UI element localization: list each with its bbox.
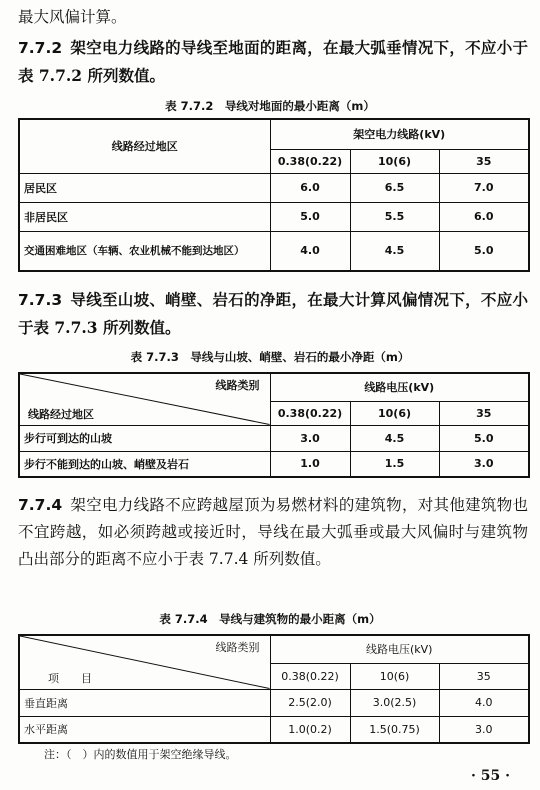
diag-top-label: 线路类别 xyxy=(215,379,260,392)
cell-value: 3.0 xyxy=(439,451,529,477)
section-text: 架空电力线路的导线至地面的距离，在最大弧垂情况下，不应小于表 7.7.2 所列数值。 xyxy=(18,38,528,85)
diagonal-header-cell xyxy=(19,373,270,425)
cell-value: 1.5 xyxy=(350,451,439,477)
row-label: 垂直距离 xyxy=(19,689,270,716)
cell-value: 4.0 xyxy=(270,231,350,271)
cell-value: 1.5(0.75) xyxy=(350,716,439,743)
page-number: · 55 · xyxy=(471,768,510,784)
section-7-7-4 xyxy=(18,492,528,573)
intro-line: 最大风偏计算。 xyxy=(18,8,127,26)
cell-value: 3.0 xyxy=(270,425,350,451)
table-row xyxy=(19,451,529,477)
table-7-7-2-caption: 表 7.7.2 导线对地面的最小距离（m） xyxy=(165,99,375,113)
voltage-header: 10(6) xyxy=(350,663,439,689)
cell-value: 5.0 xyxy=(270,202,350,231)
table-row xyxy=(19,689,529,716)
cell-value: 3.0(2.5) xyxy=(350,689,439,716)
section-7-7-2 xyxy=(18,34,528,89)
group-header: 线路电压(kV) xyxy=(270,373,529,401)
cell-value: 4.5 xyxy=(350,231,439,271)
section-number: 7.7.4 xyxy=(18,496,63,514)
cell-value: 6.0 xyxy=(439,202,529,231)
table-row xyxy=(19,202,529,231)
cell-value: 4.5 xyxy=(350,425,439,451)
diagonal-header-cell xyxy=(19,635,270,689)
table-row xyxy=(19,173,529,202)
diag-bottom-label: 线路经过地区 xyxy=(28,407,94,421)
section-number: 7.7.3 xyxy=(18,291,63,309)
cell-value: 4.0 xyxy=(439,689,529,716)
row-label: 水平距离 xyxy=(19,716,270,743)
row-label: 交通困难地区（车辆、农业机械不能到达地区） xyxy=(19,231,270,271)
diag-top-label: 线路类别 xyxy=(215,641,260,654)
cell-value: 5.0 xyxy=(439,425,529,451)
cell-value: 2.5(2.0) xyxy=(270,689,350,716)
cell-value: 5.0 xyxy=(439,231,529,271)
section-text: 架空电力线路不应跨越屋顶为易燃材料的建筑物，对其他建筑物也不宜跨越，如必须跨越或接近时，导线在最大弧垂或最大风偏时与建筑物凸出部分的距离不应小于表 7.7.4 所列数值。 xyxy=(18,496,528,568)
table-7-7-3 xyxy=(18,372,530,478)
cell-value: 3.0 xyxy=(439,716,529,743)
row-header: 线路经过地区 xyxy=(19,119,270,173)
voltage-header: 35 xyxy=(439,149,529,173)
voltage-header: 10(6) xyxy=(350,149,439,173)
table-7-7-4 xyxy=(18,634,530,744)
section-text: 导线至山坡、峭壁、岩石的净距，在最大计算风偏情况下，不应小于表 7.7.3 所列数值。 xyxy=(18,290,528,337)
cell-value: 1.0 xyxy=(270,451,350,477)
voltage-header: 10(6) xyxy=(350,401,439,425)
table-row xyxy=(19,716,529,743)
table-note: 注：（ ）内的数值用于架空绝缘导线。 xyxy=(44,748,237,761)
table-row xyxy=(19,231,529,271)
voltage-header: 0.38(0.22) xyxy=(270,663,350,689)
voltage-header: 35 xyxy=(439,663,529,689)
table-7-7-3-caption: 表 7.7.3 导线与山坡、峭壁、岩石的最小净距（m） xyxy=(130,350,410,364)
row-label: 居民区 xyxy=(19,173,270,202)
diag-bottom-label: 项 目 xyxy=(48,671,92,685)
cell-value: 6.0 xyxy=(270,173,350,202)
voltage-header: 35 xyxy=(439,401,529,425)
table-7-7-2 xyxy=(18,118,530,272)
group-header: 架空电力线路(kV) xyxy=(270,119,529,149)
row-label: 步行可到达的山坡 xyxy=(19,425,270,451)
cell-value: 5.5 xyxy=(350,202,439,231)
table-7-7-4-caption: 表 7.7.4 导线与建筑物的最小距离（m） xyxy=(159,612,381,626)
cell-value: 6.5 xyxy=(350,173,439,202)
cell-value: 1.0(0.2) xyxy=(270,716,350,743)
table-row xyxy=(19,425,529,451)
cell-value: 7.0 xyxy=(439,173,529,202)
section-7-7-3 xyxy=(18,286,528,341)
section-number: 7.7.2 xyxy=(18,39,63,57)
row-label: 步行不能到达的山坡、峭壁及岩石 xyxy=(19,451,270,477)
voltage-header: 0.38(0.22) xyxy=(270,401,350,425)
voltage-header: 0.38(0.22) xyxy=(270,149,350,173)
row-label: 非居民区 xyxy=(19,202,270,231)
group-header: 线路电压(kV) xyxy=(270,635,529,663)
